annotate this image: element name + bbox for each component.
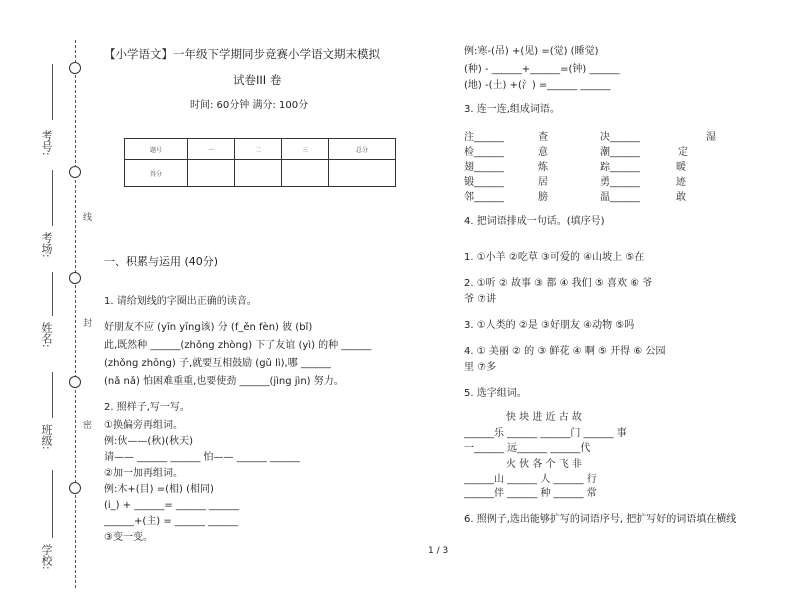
q6-title: 6. 照例子,选出能够扩写的词语序号, 把扩写好的词语填在横线	[464, 514, 737, 525]
q3-title: 3. 连一连,组成词语。	[464, 104, 560, 115]
q3-cell: 锻______	[464, 177, 504, 188]
q3-cell: 潮______	[600, 147, 640, 158]
q3-cell: 炼	[538, 162, 548, 173]
score-header-cell: 二	[235, 139, 282, 160]
q4-item: 1. ①小羊 ②吃草 ③可爱的 ④山坡上 ⑤在	[464, 252, 645, 263]
q3-cell: 意	[538, 147, 548, 158]
q1-line: (zhǒng zhōng) 子,就要互相鼓励 (gǔ lì),哪 ______	[104, 358, 331, 369]
score-table-header-row	[125, 139, 396, 160]
score-header-cell: 一	[188, 139, 235, 160]
binding-dashed-line	[75, 40, 76, 588]
q3-cell: 敢	[676, 192, 686, 203]
q5-line: 一______ 远______ ______代	[464, 443, 591, 454]
q5-line: ______乐 ______ ______门 ______ 事	[464, 428, 627, 439]
q3-cell: 决______	[600, 132, 640, 143]
q5-title: 5. 选字组词。	[464, 388, 527, 399]
section-title: 一、积累与运用 (40分)	[104, 255, 219, 268]
q3-cell: 湿	[706, 132, 716, 143]
binding-label-school: 学校:	[40, 544, 53, 570]
score-cell[interactable]	[329, 160, 396, 187]
page-number: 1 / 3	[428, 546, 449, 556]
binding-blank-line	[52, 470, 53, 538]
score-row-label: 得分	[125, 160, 188, 187]
binding-label-exam-room: 考场:	[40, 232, 53, 258]
q2-line: ______+(主) = ______ ______	[104, 516, 239, 527]
q3-cell: 温______	[600, 192, 640, 203]
q5-line: ______山 ______ 人 ______ 行	[464, 474, 597, 485]
q4-item: 2. ①听 ② 故事 ③ 都 ④ 我们 ⑤ 喜欢 ⑥ 爷	[464, 278, 653, 289]
q2-line: 例:木+(目) =(相) (相同)	[104, 484, 214, 495]
q3-cell: 迹	[676, 177, 686, 188]
q2-line: (i_) + ______= ______ ______	[104, 500, 240, 511]
binding-label-class: 班级:	[40, 424, 53, 450]
q3-cell: 邻______	[464, 192, 504, 203]
q1-line: (nǎ nǎ) 怕困难重重,也要使劲 ______(jìng jìn) 努力。	[104, 376, 344, 387]
q4-item: 4. ① 美丽 ② 的 ③ 鲜花 ④ 啊 ⑤ 开得 ⑥ 公园	[464, 346, 666, 357]
score-cell[interactable]	[188, 160, 235, 187]
binding-mark-feng: 封	[83, 319, 93, 329]
q3-cell: 踪______	[600, 162, 640, 173]
binding-circle	[69, 482, 81, 494]
q3-cell: 查	[538, 132, 548, 143]
binding-circle	[69, 166, 81, 178]
score-cell[interactable]	[235, 160, 282, 187]
q3-cell: 注______	[464, 132, 504, 143]
q4-item: 里 ⑦多	[464, 362, 497, 373]
q1-line: 好朋友不应 (yīn yīng该) 分 (f_ěn fèn) 彼 (bǐ)	[104, 322, 313, 333]
q4-item: 3. ①人类的 ②是 ③好朋友 ④动物 ⑤吗	[464, 320, 635, 331]
q3-cell: 翅______	[464, 162, 504, 173]
q3-cell: 定	[678, 147, 688, 158]
q3-cell: 居	[538, 177, 548, 188]
q4-title: 4. 把词语排成一句话。(填序号)	[464, 216, 605, 227]
score-cell[interactable]	[282, 160, 329, 187]
q2-title: 2. 照样子,写一写。	[104, 402, 190, 413]
example-line: (种) - ______+______=(钟) ______	[464, 64, 620, 75]
binding-circle	[69, 376, 81, 388]
q1-line: 此,既然种 ______(zhǒng zhòng) 下了友谊 (yì) 的种 ______	[104, 340, 372, 351]
q3-cell: 检______	[464, 147, 504, 158]
binding-circle	[69, 62, 81, 74]
exam-time-score: 时间: 60分钟 满分: 100分	[190, 100, 309, 111]
binding-blank-line	[52, 372, 53, 418]
binding-blank-line	[52, 170, 53, 226]
binding-mark-xian: 线	[83, 213, 93, 223]
binding-blank-line	[52, 272, 53, 316]
score-table-score-row	[125, 160, 396, 187]
q2-line: 例:伙——(秋)(秋天)	[104, 436, 193, 447]
q4-item: 爷 ⑦讲	[464, 294, 497, 305]
example-line: 例:寒-(吊) +(见) =(觉) (睡觉)	[464, 46, 599, 57]
q5-line: 火 伙 各 个 飞 非	[506, 459, 582, 470]
score-table	[124, 138, 396, 187]
score-header-cell: 题号	[125, 139, 188, 160]
score-header-cell: 总分	[329, 139, 396, 160]
binding-circle	[69, 272, 81, 284]
binding-blank-line	[52, 64, 53, 120]
q3-cell: 勇______	[600, 177, 640, 188]
q5-line: 快 块 进 近 古 故	[506, 412, 582, 423]
q2-line: ①换偏旁再组词。	[104, 420, 183, 431]
q3-cell: 暖	[676, 162, 686, 173]
q1-title: 1. 请给划线的字圈出正确的读音。	[104, 296, 257, 307]
binding-label-exam-number: 考号:	[40, 130, 53, 156]
q2-line: 请—— ______ ______ 怕—— ______ ______	[104, 452, 300, 463]
q2-line: ③变一变。	[104, 532, 153, 543]
example-line: (地) -(土) +(氵) =______ ______	[464, 80, 611, 91]
binding-strip	[0, 0, 95, 592]
binding-mark-mi: 密	[83, 421, 93, 431]
score-header-cell: 三	[282, 139, 329, 160]
q3-cell: 膀	[538, 192, 548, 203]
exam-title: 【小学语文】一年级下学期同步竞赛小学语文期末模拟	[104, 47, 380, 61]
exam-subtitle: 试卷III 卷	[233, 73, 282, 87]
binding-label-name: 姓名:	[40, 322, 53, 348]
q5-line: ______伴 ______ 种 ______ 常	[464, 488, 597, 499]
q2-line: ②加一加再组词。	[104, 468, 183, 479]
